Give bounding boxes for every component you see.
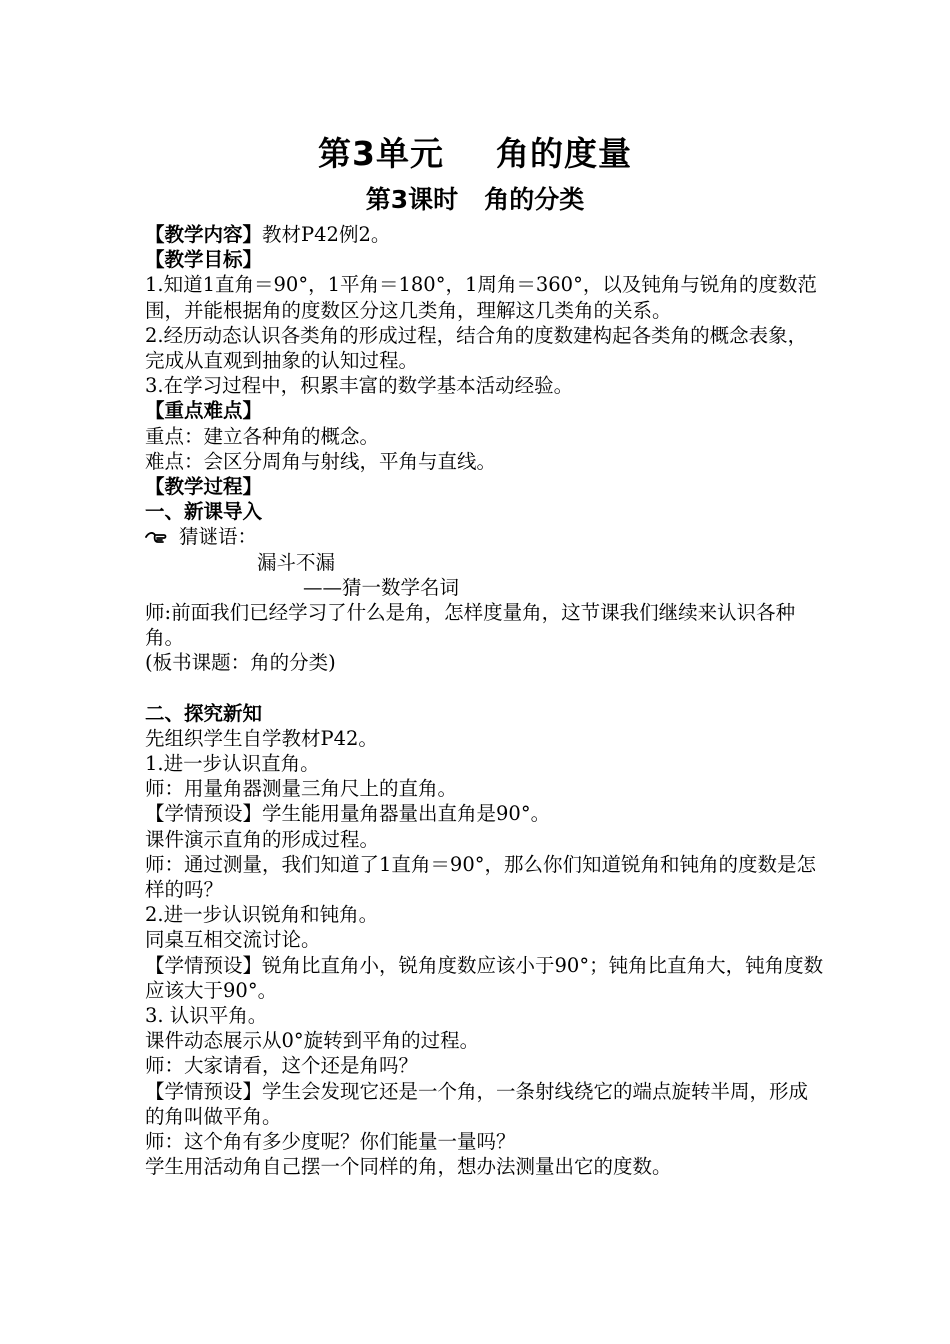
section-label: 【教学内容】	[145, 223, 263, 246]
section-label: 【教学过程】	[145, 474, 263, 498]
body-line: 师：用量角器测量三角尺上的直角。	[145, 777, 458, 801]
teaching-content	[145, 222, 825, 247]
body-line: 师：大家请看，这个还是角吗？	[145, 1054, 419, 1078]
body-line: 3. 认识平角。	[145, 1003, 268, 1027]
unit-topic: 角的度量	[495, 134, 632, 173]
body-line: 师：通过测量，我们知道了1直角＝90°，那么你们知道锐角和钝角的度数是怎样的吗？	[145, 852, 816, 901]
lesson-title	[0, 180, 950, 216]
key-difficulty: 难点：会区分周角与射线，平角与直线。	[145, 449, 497, 473]
key-focus: 重点：建立各种角的概念。	[145, 424, 380, 448]
objective-item: 3.在学习过程中，积累丰富的数学基本活动经验。	[145, 374, 574, 398]
objective-item: 1.知道1直角＝90°，1平角＝180°，1周角＝360°，以及钝角与锐角的度数范围，并能根据角的度数区分这几类角，理解这几类角的关系。	[145, 273, 817, 322]
teaching-content-text: 教材P42例2。	[262, 223, 391, 246]
body-line: 【学情预设】学生会发现它还是一个角，一条射线绕它的端点旋转半周，形成的角叫做平角。	[145, 1079, 809, 1128]
riddle-text: 漏斗不漏	[257, 550, 336, 574]
part-heading: 二、探究新知	[145, 701, 263, 725]
body-line: 先组织学生自学教材P42。	[145, 726, 378, 750]
section-label: 【教学目标】	[145, 248, 263, 272]
body-line: 学生用活动角自己摆一个同样的角，想办法测量出它的度数。	[145, 1155, 672, 1179]
riddle-intro-text: 猜谜语：	[179, 525, 258, 549]
section-label: 【重点难点】	[145, 399, 263, 423]
lesson-number: 第3课时	[365, 185, 459, 214]
riddle-intro	[145, 524, 825, 549]
body-line: 2.进一步认识锐角和钝角。	[145, 903, 379, 927]
teacher-line: 师:前面我们已经学习了什么是角，怎样度量角，这节课我们继续来认识各种角。	[145, 600, 796, 650]
objective-item: 2.经历动态认识各类角的形成过程，结合角的度数建构起各类角的概念表象，完成从直观到抽象的认知过程。	[145, 323, 808, 372]
spacer	[145, 675, 825, 700]
body-line: 1.进一步认识直角。	[145, 752, 320, 776]
body-line: 同桌互相交流讨论。	[145, 928, 321, 952]
part-heading: 一、新课导入	[145, 500, 263, 524]
board-note: (板书课题：角的分类)	[145, 651, 336, 675]
riddle-hint: ——猜一数学名词	[303, 575, 460, 599]
body-line: 师：这个角有多少度呢？你们能量一量吗？	[145, 1129, 516, 1153]
lesson-topic: 角的分类	[484, 185, 585, 214]
body-line: 课件动态展示从0°旋转到平角的过程。	[145, 1029, 480, 1053]
body-line: 课件演示直角的形成过程。	[145, 827, 380, 851]
body-line: 【学情预设】学生能用量角器量出直角是90°。	[145, 802, 551, 826]
document-body	[145, 222, 825, 1179]
hand-pointer-icon	[145, 524, 179, 549]
body-line: 【学情预设】锐角比直角小，锐角度数应该小于90°；钝角比直角大，钝角度数应该大于90°。	[145, 953, 824, 1002]
unit-number: 第3单元	[318, 134, 444, 173]
unit-title	[0, 128, 950, 175]
